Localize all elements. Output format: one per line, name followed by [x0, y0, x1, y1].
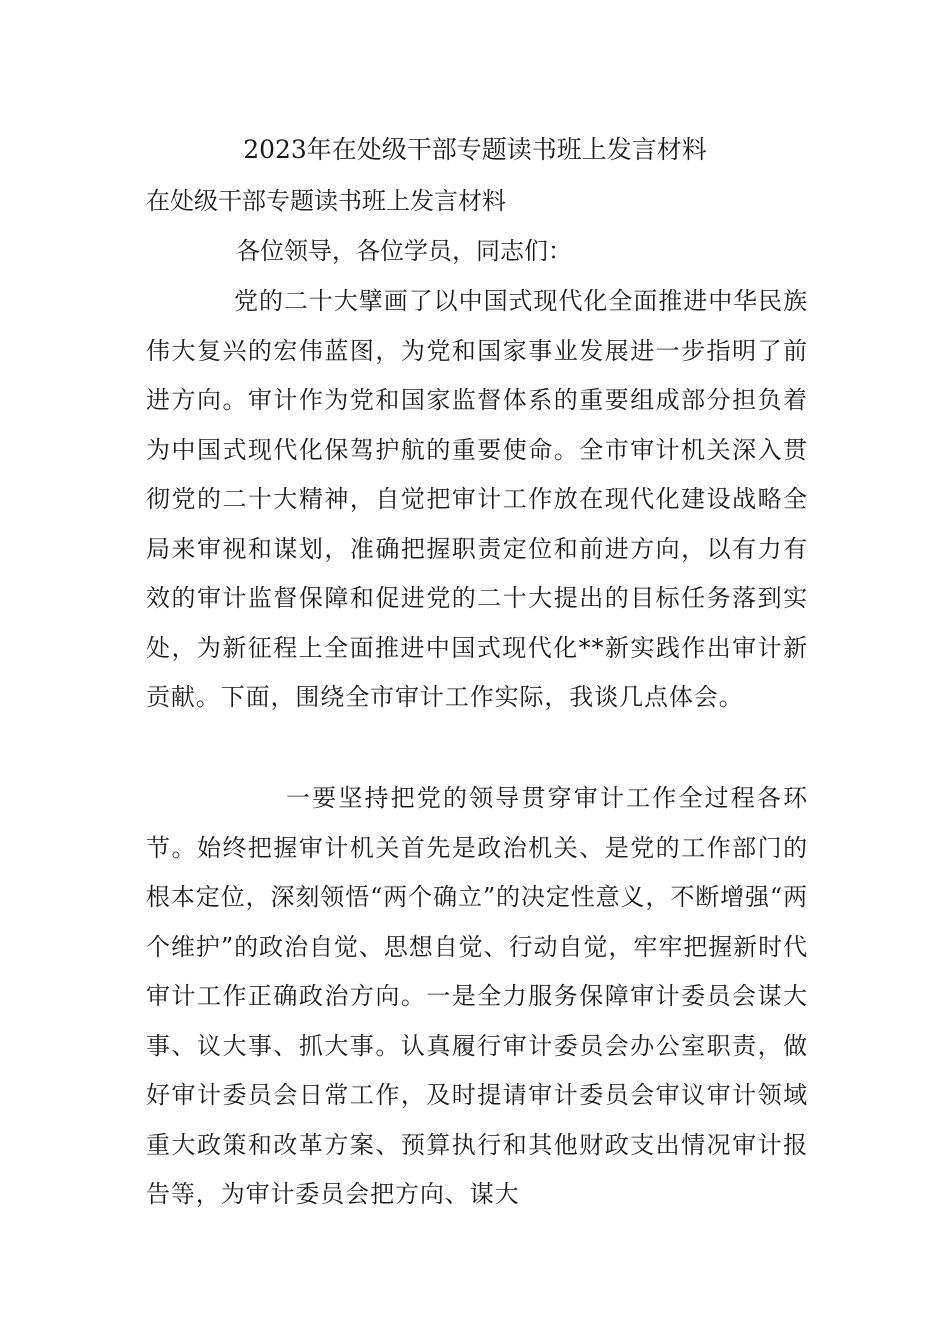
document-subtitle: 在处级干部专题读书班上发言材料: [146, 187, 506, 215]
document-title: 2023年在处级干部专题读书班上发言材料: [243, 135, 707, 164]
salutation: 各位领导，各位学员，同志们：: [236, 237, 572, 265]
body-paragraph-2: 一要坚持把党的领导贯穿审计工作全过程各环节。始终把握审计机关首先是政治机关、是党的工作部门的根本定位，深刻领悟“两个确立”的决定性意义，不断增强“两个维护”的政治自觉、思想自觉、行动自觉，牢牢把握新时代审计工作正确政治方向。一是全力服务保障审计委员会谋大事、议大事、抓大事。认真履行审计委员会办公室职责，做好审计委员会日常工作，及时提请审计委员会审议审计领域重大政策和改革方案、预算执行和其他财政支出情况审计报告等，为审计委员会把方向、谋大: [146, 784, 809, 1208]
body-paragraph-1: 党的二十大擘画了以中国式现代化全面推进中华民族伟大复兴的宏伟蓝图，为党和国家事业发展进一步指明了前进方向。审计作为党和国家监督体系的重要组成部分担负着为中国式现代化保驾护航的重要使命。全市审计机关深入贯彻党的二十大精神，自觉把审计工作放在现代化建设战略全局来审视和谋划，准确把握职责定位和前进方向，以有力有效的审计监督保障和促进党的二十大提出的目标任务落到实处，为新征程上全面推进中国式现代化**新实践作出审计新贡献。下面，围绕全市审计工作实际，我谈几点体会。: [146, 287, 808, 711]
